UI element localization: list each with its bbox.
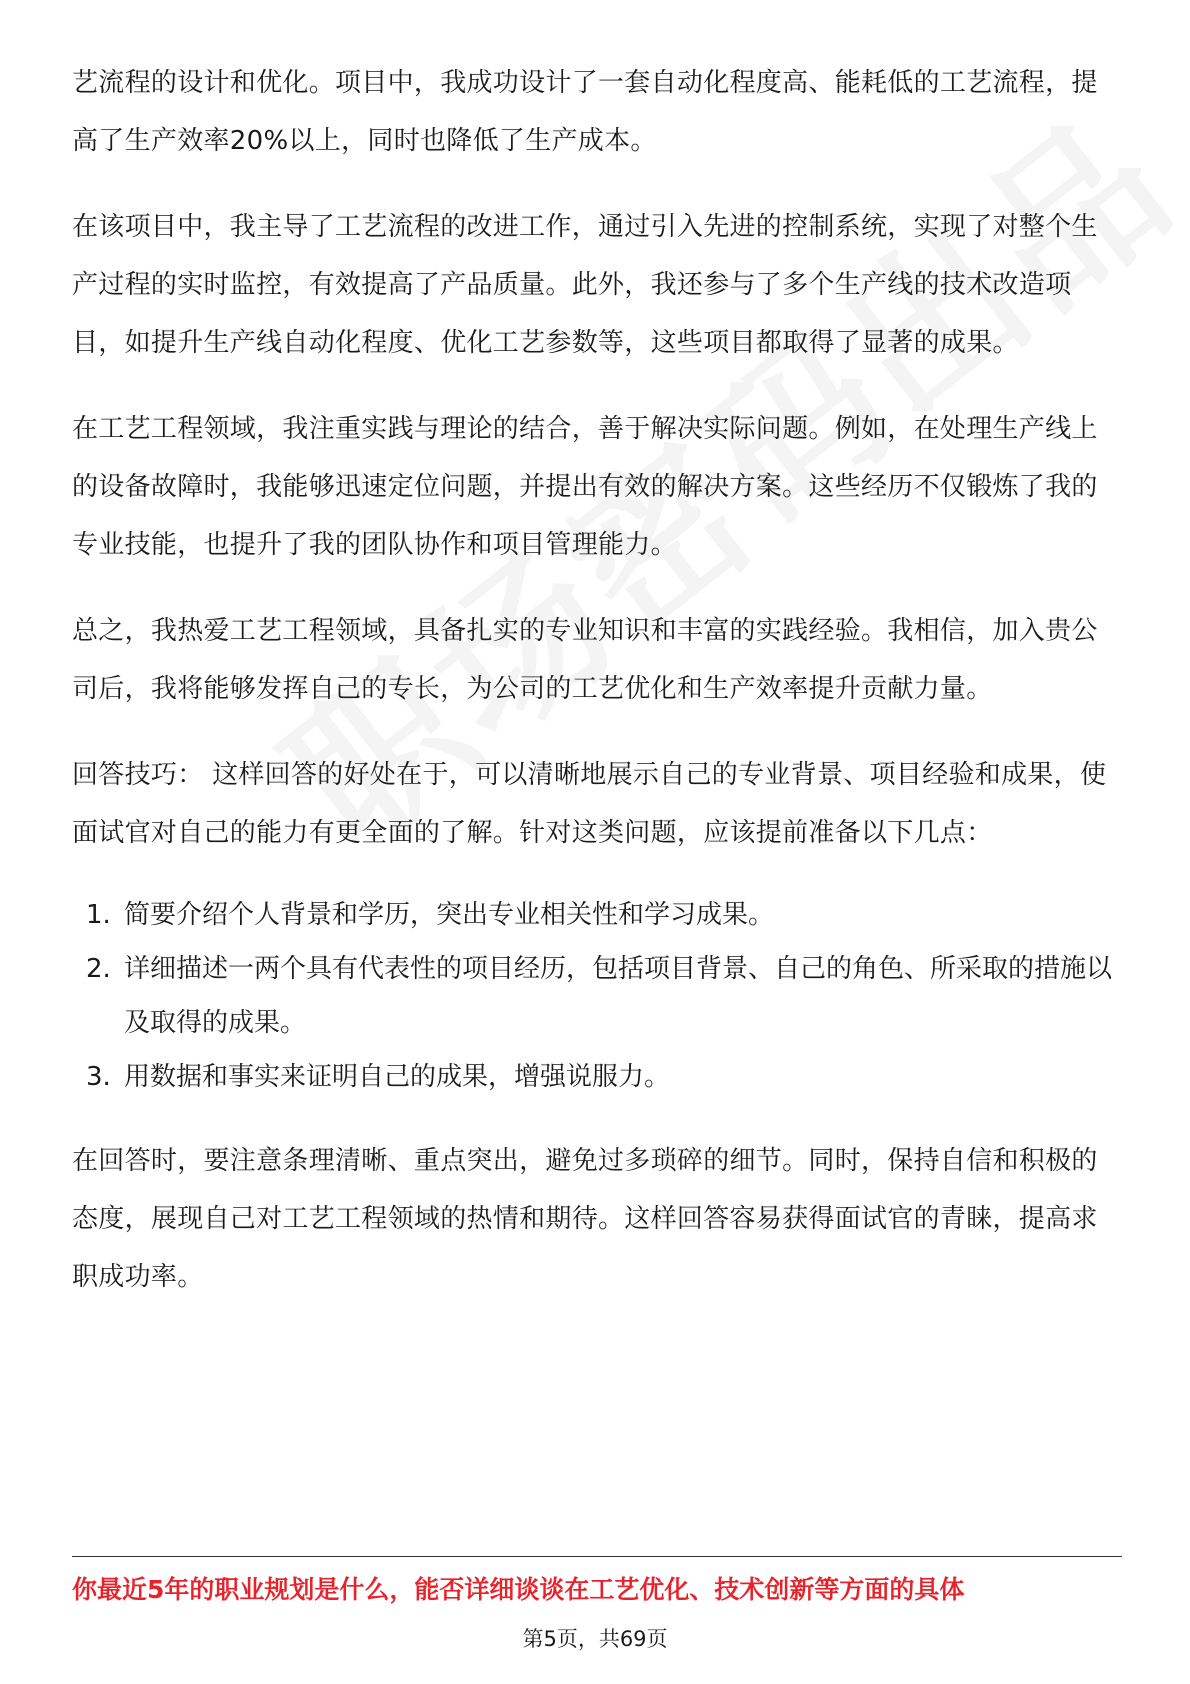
tips-list — [72, 888, 1122, 1104]
page-number: 第5页，共69页 — [522, 1627, 668, 1651]
list-number: 3. — [86, 1062, 111, 1092]
paragraph: 在工艺工程领域，我注重实践与理论的结合，善于解决实际问题。例如，在处理生产线上的设备故障时，我能够迅速定位问题，并提出有效的解决方案。这些经历不仅锻炼了我的专业技能，也提升了我的团队协作和项目管理能力。 — [72, 414, 1098, 560]
list-item-text: 用数据和事实来证明自己的成果，增强说服力。 — [124, 1062, 671, 1092]
closing-paragraph: 在回答时，要注意条理清晰、重点突出，避免过多琐碎的细节。同时，保持自信和积极的态度，展现自己对工艺工程领域的热情和期待。这样回答容易获得面试官的青睐，提高求职成功率。 — [72, 1146, 1098, 1292]
list-item-text: 简要介绍个人背景和学历，突出专业相关性和学习成果。 — [124, 900, 775, 930]
paragraph: 总之，我热爱工艺工程领域，具备扎实的专业知识和丰富的实践经验。我相信，加入贵公司后，我将能够发挥自己的专长，为公司的工艺优化和生产效率提升贡献力量。 — [72, 616, 1098, 704]
list-number: 2. — [86, 954, 111, 984]
document-body — [72, 54, 1122, 1306]
list-item — [72, 942, 1122, 1050]
next-question-heading: 你最近5年的职业规划是什么，能否详细谈谈在工艺优化、技术创新等方面的具体 — [72, 1575, 965, 1604]
section-divider — [72, 1556, 1122, 1557]
answer-tips-paragraph: 回答技巧： 这样回答的好处在于，可以清晰地展示自己的专业背景、项目经验和成果，使面试官对自己的能力有更全面的了解。针对这类问题，应该提前准备以下几点： — [72, 760, 1107, 848]
list-number: 1. — [86, 900, 111, 930]
list-item-text: 详细描述一两个具有代表性的项目经历，包括项目背景、自己的角色、所采取的措施以及取得的成果。 — [124, 954, 1113, 1038]
paragraph: 在该项目中，我主导了工艺流程的改进工作，通过引入先进的控制系统，实现了对整个生产过程的实时监控，有效提高了产品质量。此外，我还参与了多个生产线的技术改造项目，如提升生产线自动化程度、优化工艺参数等，这些项目都取得了显著的成果。 — [72, 212, 1098, 358]
list-item — [72, 888, 1122, 942]
paragraph: 艺流程的设计和优化。项目中，我成功设计了一套自动化程度高、能耗低的工艺流程，提高了生产效率20%以上，同时也降低了生产成本。 — [72, 68, 1098, 156]
list-item — [72, 1050, 1122, 1104]
